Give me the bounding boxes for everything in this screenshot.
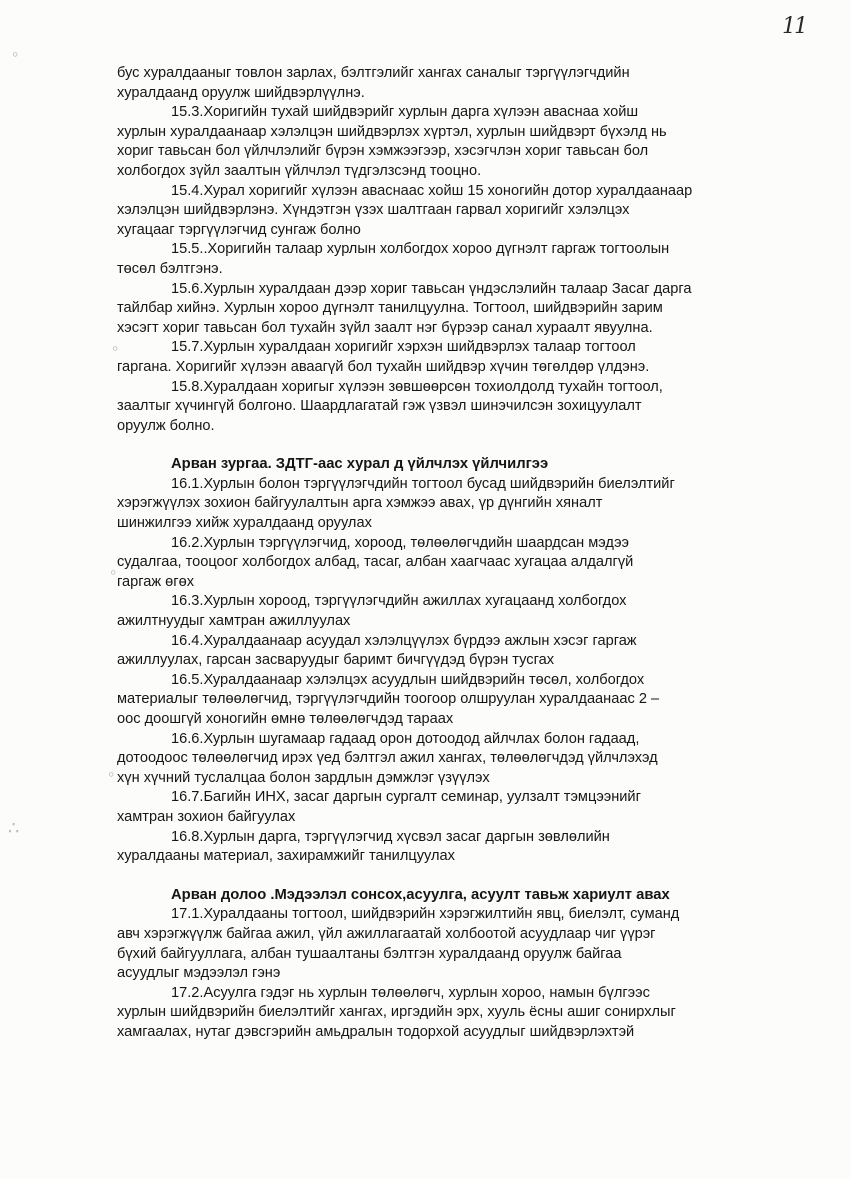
article-15-5: 15.5..Хоригийн талаар хурлын холбогдох хороо дүгнэлт гаргаж тогтоолын төсөл бэлтгэнэ. bbox=[117, 241, 670, 277]
article-17-2: 17.2.Асуулга гэдэг нь хурлын төлөөлөгч, хурлын хороо, намын бүлгээс хурлын шийдвэрийн биелэлтийг хангах, иргэдийн эрх, хууль ёсны ашиг сонирхлыг хамгаалах, нутаг дэвсгэрийн амьдралын тодорхой асуудлыг шийдвэрлэхтэй bbox=[117, 984, 676, 1040]
article-16-1: 16.1.Хурлын болон тэргүүлэгчдийн тогтоол бусад шийдвэрийн биелэлтийг хэрэгжүүлэх зохион байгуулалтын арга хэмжээ авах, үр дүнгийн хяналт шинжилгээ хийж хуралдаанд оруулах bbox=[117, 475, 675, 532]
punch-hole-mark: ◦ bbox=[112, 338, 119, 358]
article-15-8: 15.8.Хуралдаан хоригыг хүлээн зөвшөөрсөн тохиолдолд тухайн тогтоол, заалтыг хүчингүй болгоно. Шаардлагатай гэж үзвэл шинэчилсэн зохицуулалт оруулж болно. bbox=[117, 378, 663, 434]
section-gap bbox=[117, 867, 773, 886]
article-16-8: 16.8.Хурлын дарга, тэргүүлэгчид хүсвэл засаг даргын зөвлөлийн хуралдааны материал, захирамжийг танилцуулах bbox=[117, 828, 610, 865]
page-number: 11 bbox=[782, 14, 806, 39]
punch-hole-mark: ◦ bbox=[110, 562, 117, 582]
section-gap bbox=[117, 436, 773, 455]
section-16-heading: Арван зургаа. ЗДТГ-аас хурал д үйлчлэх үйлчилгээ bbox=[171, 456, 549, 473]
article-16-3: 16.3.Хурлын хороод, тэргүүлэгчдийн ажиллах хугацаанд холбогдох ажилтнуудыг хамтран ажиллуулах bbox=[117, 593, 627, 630]
article-16-6: 16.6.Хурлын шугамаар гадаад орон дотоодод айлчлах болон гадаад, дотоодоос төлөөлөгчид ирэх үед бэлтгэл ажил хангах, төлөөлөгчдэд үйлчлэхэд хүн хүчний туслалцаа болон зардлын дэмжлэг үзүүлэх bbox=[117, 730, 658, 786]
article-16-2: 16.2.Хурлын тэргүүлэгчид, хороод, төлөөлөгчдийн шаардсан мэдээ судалгаа, тооцоог холбогдох албад, тасаг, албан хаагчаас хугацаа алдалгүй гаргаж өгөх bbox=[117, 534, 634, 590]
article-16-4: 16.4.Хуралдаанаар асуудал хэлэлцүүлэх бүрдээ ажлын хэсэг гаргаж ажиллуулах, гарсан засваруудыг баримт бичгүүдэд бүрэн тусгах bbox=[117, 632, 637, 669]
punch-hole-mark: ◦ bbox=[12, 44, 19, 64]
article-15-6: 15.6.Хурлын хуралдаан дээр хориг тавьсан үндэслэлийн талаар Засаг дарга тайлбар хийнэ. Хурлын хороо дүгнэлт танилцуулна. Тогтоол, шийдвэрийн зарим хэсэгт хориг тавьсан бол тухайн зүйл заалт нэг бүрээр санал хураалт явуулна. bbox=[117, 280, 692, 336]
punch-hole-mark: ∴ bbox=[8, 818, 20, 838]
intro-paragraph: бус хуралдааныг товлон зарлах, бэлтгэлийг хангах саналыг тэргүүлэгчдийн хуралдаанд оруулж шийдвэрлүүлнэ. bbox=[117, 65, 630, 101]
article-15-3: 15.3.Хоригийн тухай шийдвэрийг хурлын дарга хүлээн аваснаа хойш хурлын хуралдаанаар хэлэлцэн шийдвэрлэх хүртэл, хурлын шийдвэрт бүхэлд нь хориг тавьсан бол үйлчлэлийг бүрэн хэмжээгээр, хэсэгчлэн хориг тавьсан бол холбогдох зүйл заалтын үйлчлэл түдгэлзсэнд тооцно. bbox=[117, 104, 667, 179]
document-body bbox=[117, 64, 773, 1043]
article-16-7: 16.7.Багийн ИНХ, засаг даргын сургалт семинар, уулзалт тэмцээнийг хамтран зохион байгуулах bbox=[117, 789, 641, 825]
punch-hole-mark: ◦ bbox=[108, 764, 115, 784]
section-17-heading: Арван долоо .Мэдээлэл сонсох,асуулга, асуулт тавьж хариулт авах bbox=[171, 886, 670, 903]
article-15-7: 15.7.Хурлын хуралдаан хоригийг хэрхэн шийдвэрлэх талаар тогтоол гаргана. Хоригийг хүлээн аваагүй бол тухайн шийдвэр хүчин төгөлдөр үлдэнэ. bbox=[117, 339, 650, 375]
article-16-5: 16.5.Хуралдаанаар хэлэлцэх асуудлын шийдвэрийн төсөл, холбогдох материалыг төлөөлөгчид, тэргүүлэгчдийн тоогоор олшруулан хуралдаанаас 2 – оос доошгүй хоногийн өмнө төлөөлөгчдэд тараах bbox=[117, 671, 660, 727]
article-15-4: 15.4.Хурал хоригийг хүлээн аваснаас хойш 15 хоногийн дотор хуралдаанаар хэлэлцэн шийдвэрлэнэ. Хүндэтгэн үзэх шалтгаан гарвал хоригийг хэлэлцэх хугацааг тэргүүлэгчид сунгаж болно bbox=[117, 182, 693, 238]
article-17-1: 17.1.Хуралдааны тогтоол, шийдвэрийн хэрэгжилтийн явц, биелэлт, суманд авч хэрэгжүүлж байгаа ажил, үйл ажиллагаатай холбоотой асуудлаар чиг үүрэг бүхий байгууллага, албан тушаалтаны бэлтгэн хуралдаанд оруулж байгаа асуудлыг мэдээлэл гэнэ bbox=[117, 906, 680, 982]
